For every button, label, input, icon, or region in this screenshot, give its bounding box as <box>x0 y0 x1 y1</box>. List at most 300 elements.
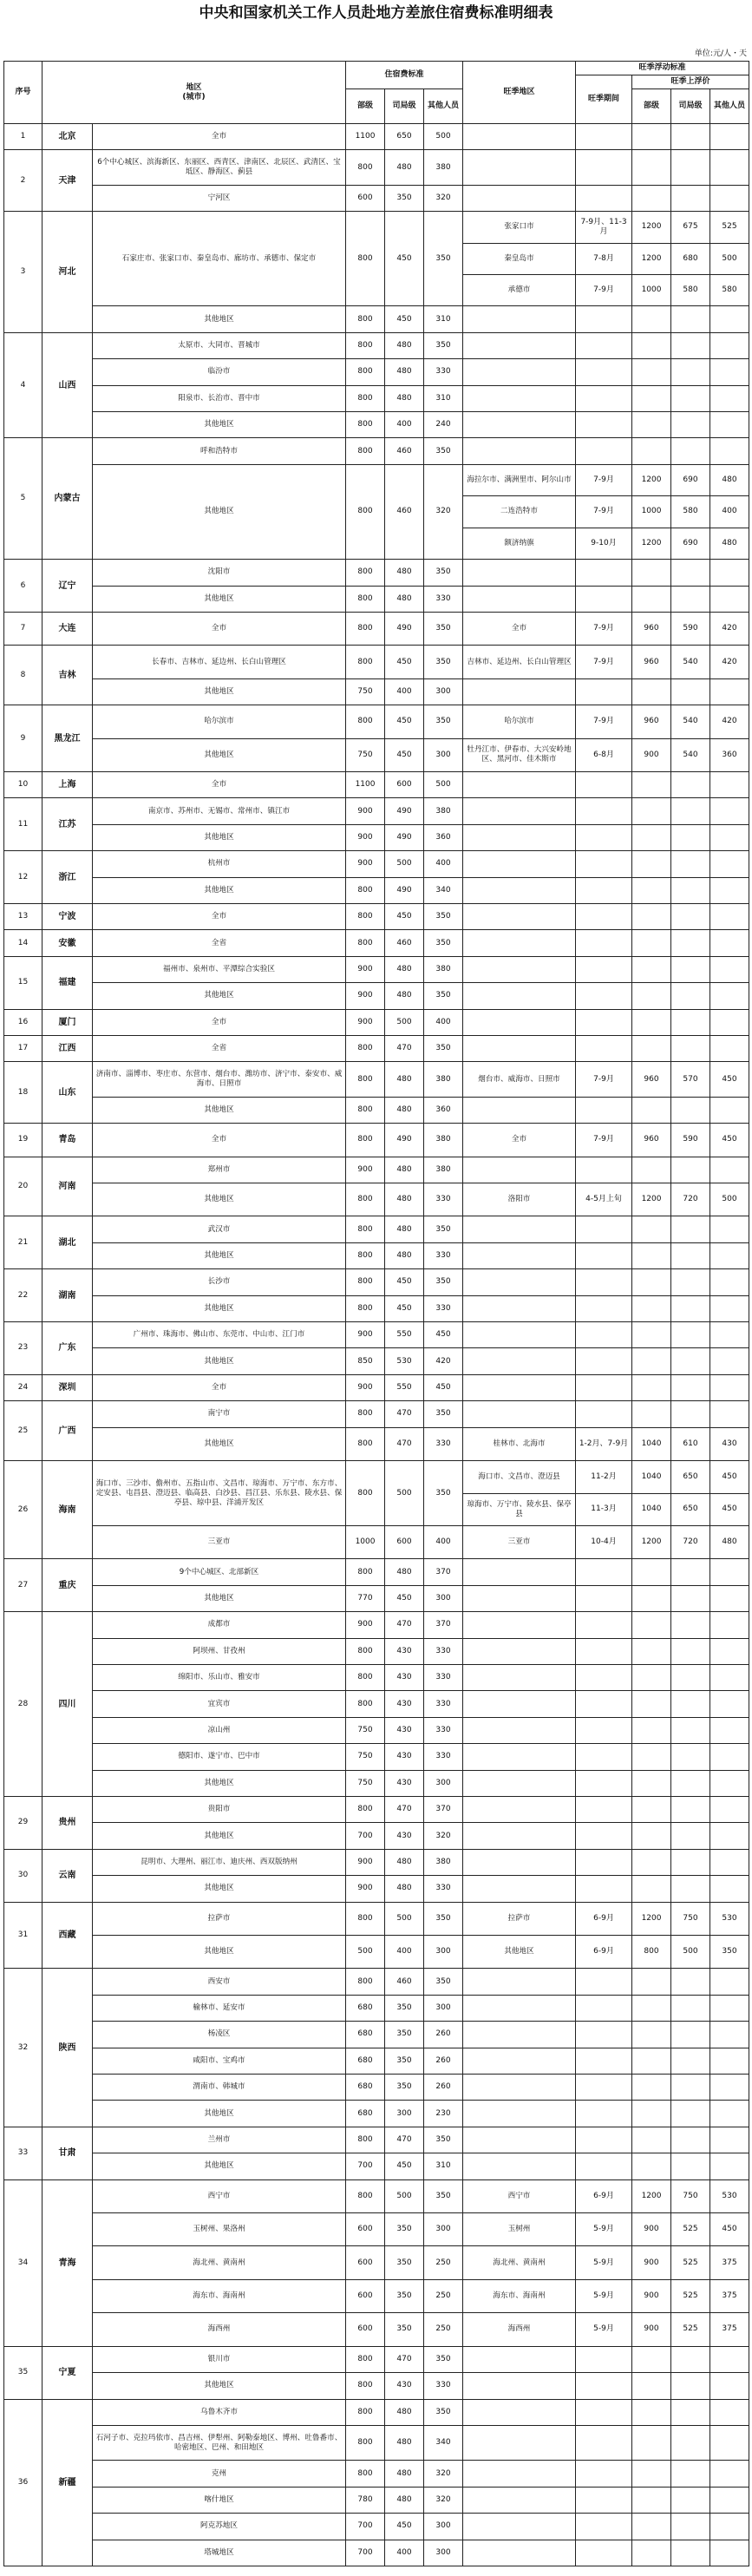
empty-cell <box>463 1374 576 1400</box>
empty-cell <box>463 1009 576 1035</box>
rate-o-cell: 350 <box>424 1036 463 1062</box>
rate-o-cell: 350 <box>424 2399 463 2425</box>
table-row <box>4 1216 749 1242</box>
rate-m-cell: 800 <box>346 150 385 185</box>
empty-cell <box>463 2373 576 2399</box>
empty-cell <box>671 2048 710 2074</box>
empty-cell <box>671 824 710 850</box>
rate-o-cell: 330 <box>424 359 463 385</box>
rate-b-cell: 600 <box>385 1525 424 1558</box>
empty-cell <box>632 1374 671 1400</box>
empty-cell <box>632 1744 671 1770</box>
seq-cell: 15 <box>4 956 43 1009</box>
city-cell: 全市 <box>93 1124 346 1157</box>
table-row <box>4 1242 749 1268</box>
peak-b-cell: 500 <box>671 1936 710 1969</box>
rate-b-cell: 490 <box>385 798 424 824</box>
table-row <box>4 646 749 678</box>
city-cell: 全省 <box>93 930 346 956</box>
empty-cell <box>710 1097 749 1123</box>
rate-o-cell: 350 <box>424 983 463 1009</box>
rate-b-cell: 480 <box>385 1183 424 1216</box>
empty-cell <box>463 1770 576 1796</box>
empty-cell <box>632 1849 671 1875</box>
header-peak-group: 旺季浮动标准 <box>576 62 749 75</box>
rate-m-cell: 800 <box>346 438 385 464</box>
rate-m-cell: 800 <box>346 1691 385 1717</box>
empty-cell <box>632 1664 671 1690</box>
city-cell: 6个中心城区、滨海新区、东丽区、西青区、津南区、北辰区、武清区、宝坻区、静海区、蓟县 <box>93 150 346 185</box>
peak-m-cell: 1200 <box>632 1183 671 1216</box>
table-row <box>4 1374 749 1400</box>
peak-b-cell: 690 <box>671 528 710 559</box>
peak-m-cell: 1040 <box>632 1493 671 1525</box>
city-cell: 济南市、淄博市、枣庄市、东营市、烟台市、潍坊市、济宁市、泰安市、威海市、日照市 <box>93 1062 346 1097</box>
seq-cell: 28 <box>4 1612 43 1797</box>
empty-cell <box>710 2461 749 2487</box>
empty-cell <box>710 1348 749 1374</box>
table-row <box>4 412 749 438</box>
peak-m-cell: 1200 <box>632 2179 671 2212</box>
empty-cell <box>632 2153 671 2179</box>
empty-cell <box>576 1269 632 1295</box>
peak-m-cell: 1200 <box>632 243 671 274</box>
peak-m-cell: 900 <box>632 2246 671 2279</box>
empty-cell <box>671 2346 710 2372</box>
rate-o-cell: 300 <box>424 1995 463 2021</box>
empty-cell <box>710 1009 749 1035</box>
empty-cell <box>671 359 710 385</box>
rate-b-cell: 300 <box>385 2101 424 2127</box>
city-cell: 哈尔滨市 <box>93 705 346 738</box>
rate-b-cell: 480 <box>385 1216 424 1242</box>
rate-m-cell: 800 <box>346 903 385 929</box>
empty-cell <box>463 1823 576 1849</box>
empty-cell <box>576 1242 632 1268</box>
empty-cell <box>671 1664 710 1690</box>
city-cell: 其他地区 <box>93 877 346 903</box>
rate-b-cell: 430 <box>385 1744 424 1770</box>
empty-cell <box>463 1036 576 1062</box>
peak-area-cell: 拉萨市 <box>463 1902 576 1935</box>
empty-cell <box>710 2399 749 2425</box>
empty-cell <box>576 412 632 438</box>
rate-b-cell: 650 <box>385 124 424 150</box>
table-row <box>4 1157 749 1183</box>
province-cell: 福建 <box>43 956 93 1009</box>
city-cell: 其他地区 <box>93 1183 346 1216</box>
empty-cell <box>463 1638 576 1664</box>
peak-b-cell: 580 <box>671 275 710 306</box>
peak-b-cell: 525 <box>671 2213 710 2246</box>
rate-b-cell: 480 <box>385 560 424 586</box>
peak-m-cell: 960 <box>632 1124 671 1157</box>
province-cell: 厦门 <box>43 1009 93 1035</box>
empty-cell <box>463 1097 576 1123</box>
empty-cell <box>576 2346 632 2372</box>
empty-cell <box>632 1322 671 1348</box>
peak-b-cell: 540 <box>671 646 710 678</box>
table-row <box>4 2179 749 2212</box>
rate-o-cell: 300 <box>424 1770 463 1796</box>
empty-cell <box>576 1717 632 1743</box>
rate-m-cell: 600 <box>346 185 385 211</box>
rate-m-cell: 800 <box>346 1269 385 1295</box>
empty-cell <box>671 560 710 586</box>
seq-cell: 22 <box>4 1269 43 1322</box>
empty-cell <box>671 2022 710 2048</box>
empty-cell <box>710 124 749 150</box>
empty-cell <box>632 771 671 797</box>
empty-cell <box>671 1585 710 1611</box>
empty-cell <box>632 1717 671 1743</box>
rate-b-cell: 600 <box>385 771 424 797</box>
rate-m-cell: 680 <box>346 2075 385 2101</box>
empty-cell <box>632 1157 671 1183</box>
peak-m-cell: 1000 <box>632 275 671 306</box>
empty-cell <box>632 1691 671 1717</box>
peak-period-cell: 7-9月 <box>576 496 632 528</box>
city-cell: 乌鲁木齐市 <box>93 2399 346 2425</box>
empty-cell <box>576 903 632 929</box>
empty-cell <box>463 1157 576 1183</box>
rate-m-cell: 900 <box>346 956 385 982</box>
table-row <box>4 2075 749 2101</box>
rate-o-cell: 310 <box>424 385 463 411</box>
empty-cell <box>671 2399 710 2425</box>
rate-o-cell: 250 <box>424 2313 463 2346</box>
city-cell: 贵阳市 <box>93 1796 346 1822</box>
table-row <box>4 1612 749 1638</box>
rate-b-cell: 470 <box>385 1427 424 1460</box>
seq-cell: 34 <box>4 2179 43 2346</box>
empty-cell <box>671 1036 710 1062</box>
rate-o-cell: 420 <box>424 1348 463 1374</box>
empty-cell <box>463 1796 576 1822</box>
rate-o-cell: 260 <box>424 2075 463 2101</box>
rate-b-cell: 480 <box>385 586 424 612</box>
empty-cell <box>632 851 671 877</box>
city-cell: 兰州市 <box>93 2127 346 2153</box>
rate-o-cell: 320 <box>424 2461 463 2487</box>
empty-cell <box>710 332 749 358</box>
city-cell: 其他地区 <box>93 1295 346 1321</box>
peak-period-cell: 6-9月 <box>576 1902 632 1935</box>
rate-m-cell: 800 <box>346 2425 385 2460</box>
empty-cell <box>463 1269 576 1295</box>
city-cell: 沈阳市 <box>93 560 346 586</box>
peak-o-cell: 450 <box>710 1062 749 1097</box>
peak-m-cell: 1200 <box>632 212 671 243</box>
rate-b-cell: 430 <box>385 1691 424 1717</box>
empty-cell <box>463 2487 576 2513</box>
rate-o-cell: 350 <box>424 705 463 738</box>
table-row <box>4 1995 749 2021</box>
rate-b-cell: 550 <box>385 1322 424 1348</box>
city-cell: 喀什地区 <box>93 2487 346 2513</box>
empty-cell <box>710 1744 749 1770</box>
empty-cell <box>576 1691 632 1717</box>
table-row <box>4 1744 749 1770</box>
empty-cell <box>632 124 671 150</box>
rate-b-cell: 470 <box>385 1612 424 1638</box>
rate-o-cell: 350 <box>424 212 463 306</box>
empty-cell <box>671 385 710 411</box>
seq-cell: 18 <box>4 1062 43 1124</box>
rate-b-cell: 470 <box>385 2127 424 2153</box>
rate-o-cell: 300 <box>424 1585 463 1611</box>
city-cell: 其他地区 <box>93 1348 346 1374</box>
seq-cell: 36 <box>4 2399 43 2566</box>
seq-cell: 9 <box>4 705 43 772</box>
peak-period-cell: 7-9月 <box>576 464 632 495</box>
table-row <box>4 1525 749 1558</box>
rate-o-cell: 330 <box>424 1691 463 1717</box>
province-cell: 海南 <box>43 1461 93 1559</box>
empty-cell <box>671 678 710 705</box>
rate-b-cell: 490 <box>385 1124 424 1157</box>
empty-cell <box>576 2127 632 2153</box>
empty-cell <box>710 877 749 903</box>
empty-cell <box>632 1638 671 1664</box>
rate-o-cell: 400 <box>424 851 463 877</box>
rate-b-cell: 490 <box>385 612 424 645</box>
empty-cell <box>576 1849 632 1875</box>
empty-cell <box>632 1216 671 1242</box>
city-cell: 全市 <box>93 1374 346 1400</box>
empty-cell <box>463 1612 576 1638</box>
rate-o-cell: 500 <box>424 771 463 797</box>
empty-cell <box>671 1612 710 1638</box>
rate-m-cell: 800 <box>346 1559 385 1585</box>
table-row <box>4 1062 749 1097</box>
empty-cell <box>710 1876 749 1902</box>
rate-m-cell: 800 <box>346 1062 385 1097</box>
peak-o-cell: 480 <box>710 1525 749 1558</box>
rate-m-cell: 700 <box>346 1823 385 1849</box>
seq-cell: 10 <box>4 771 43 797</box>
empty-cell <box>671 1009 710 1035</box>
city-cell: 其他地区 <box>93 2153 346 2179</box>
rate-m-cell: 800 <box>346 359 385 385</box>
peak-m-cell: 900 <box>632 2279 671 2312</box>
empty-cell <box>710 851 749 877</box>
rate-b-cell: 350 <box>385 2048 424 2074</box>
empty-cell <box>710 1969 749 1995</box>
empty-cell <box>632 438 671 464</box>
peak-o-cell: 350 <box>710 1936 749 1969</box>
table-row <box>4 2487 749 2513</box>
empty-cell <box>576 359 632 385</box>
empty-cell <box>576 1559 632 1585</box>
province-cell: 天津 <box>43 150 93 212</box>
empty-cell <box>710 1374 749 1400</box>
province-cell: 青海 <box>43 2179 93 2346</box>
rate-m-cell: 800 <box>346 1796 385 1822</box>
empty-cell <box>463 412 576 438</box>
peak-area-cell: 哈尔滨市 <box>463 705 576 738</box>
rate-m-cell: 800 <box>346 332 385 358</box>
rate-b-cell: 500 <box>385 2179 424 2212</box>
peak-o-cell: 530 <box>710 1902 749 1935</box>
city-cell: 其他地区 <box>93 738 346 771</box>
empty-cell <box>632 930 671 956</box>
table-row <box>4 1322 749 1348</box>
city-cell: 9个中心城区、北部新区 <box>93 1559 346 1585</box>
empty-cell <box>576 2399 632 2425</box>
empty-cell <box>671 1638 710 1664</box>
rate-b-cell: 480 <box>385 1157 424 1183</box>
peak-o-cell: 480 <box>710 528 749 559</box>
peak-o-cell: 450 <box>710 2213 749 2246</box>
empty-cell <box>576 678 632 705</box>
empty-cell <box>710 771 749 797</box>
empty-cell <box>463 1717 576 1743</box>
empty-cell <box>463 1295 576 1321</box>
empty-cell <box>632 1585 671 1611</box>
rate-m-cell: 900 <box>346 1322 385 1348</box>
city-cell: 其他地区 <box>93 1770 346 1796</box>
empty-cell <box>576 2075 632 2101</box>
peak-m-cell: 960 <box>632 612 671 645</box>
empty-cell <box>576 1876 632 1902</box>
empty-cell <box>671 1559 710 1585</box>
peak-m-cell: 1200 <box>632 464 671 495</box>
rate-o-cell: 300 <box>424 1936 463 1969</box>
peak-o-cell: 530 <box>710 2179 749 2212</box>
rate-b-cell: 400 <box>385 1936 424 1969</box>
rate-o-cell: 380 <box>424 1849 463 1875</box>
table-row <box>4 798 749 824</box>
empty-cell <box>671 1691 710 1717</box>
city-cell: 其他地区 <box>93 1823 346 1849</box>
seq-cell: 1 <box>4 124 43 150</box>
empty-cell <box>710 1638 749 1664</box>
city-cell: 阿坝州、甘孜州 <box>93 1638 346 1664</box>
empty-cell <box>671 1295 710 1321</box>
province-cell: 甘肃 <box>43 2127 93 2179</box>
rate-m-cell: 750 <box>346 1717 385 1743</box>
city-cell: 其他地区 <box>93 412 346 438</box>
peak-area-cell: 玉树州 <box>463 2213 576 2246</box>
rate-b-cell: 430 <box>385 1823 424 1849</box>
rate-o-cell: 300 <box>424 2514 463 2540</box>
empty-cell <box>671 771 710 797</box>
peak-o-cell: 400 <box>710 496 749 528</box>
table-row <box>4 2346 749 2372</box>
empty-cell <box>463 2101 576 2127</box>
empty-cell <box>576 2153 632 2179</box>
header-region: 地区 (城市) <box>43 62 346 124</box>
empty-cell <box>463 150 576 185</box>
rate-o-cell: 370 <box>424 1559 463 1585</box>
table-row <box>4 2373 749 2399</box>
empty-cell <box>463 851 576 877</box>
table-row <box>4 385 749 411</box>
rate-b-cell: 450 <box>385 306 424 332</box>
empty-cell <box>576 983 632 1009</box>
empty-cell <box>463 1242 576 1268</box>
rate-o-cell: 250 <box>424 2279 463 2312</box>
table-row <box>4 1969 749 1995</box>
table-row <box>4 2048 749 2074</box>
empty-cell <box>632 586 671 612</box>
rate-m-cell: 800 <box>346 1216 385 1242</box>
empty-cell <box>632 1559 671 1585</box>
city-cell: 其他地区 <box>93 1097 346 1123</box>
peak-period-cell: 7-9月 <box>576 275 632 306</box>
city-cell: 绵阳市、乐山市、雅安市 <box>93 1664 346 1690</box>
empty-cell <box>576 1796 632 1822</box>
empty-cell <box>576 1770 632 1796</box>
empty-cell <box>463 678 576 705</box>
rate-b-cell: 450 <box>385 1585 424 1611</box>
empty-cell <box>632 2101 671 2127</box>
peak-period-cell: 5-9月 <box>576 2246 632 2279</box>
empty-cell <box>632 385 671 411</box>
peak-area-cell: 琼海市、万宁市、陵水县、保亭县 <box>463 1493 576 1525</box>
rate-o-cell: 360 <box>424 1097 463 1123</box>
empty-cell <box>632 332 671 358</box>
rate-m-cell: 800 <box>346 2179 385 2212</box>
empty-cell <box>710 2373 749 2399</box>
empty-cell <box>632 2373 671 2399</box>
empty-cell <box>576 332 632 358</box>
table-row <box>4 1295 749 1321</box>
rate-b-cell: 450 <box>385 705 424 738</box>
city-cell: 武汉市 <box>93 1216 346 1242</box>
peak-area-cell: 海西州 <box>463 2313 576 2346</box>
empty-cell <box>632 2022 671 2048</box>
province-cell: 重庆 <box>43 1559 93 1612</box>
city-cell: 其他地区 <box>93 2373 346 2399</box>
empty-cell <box>463 2461 576 2487</box>
province-cell: 大连 <box>43 612 93 645</box>
peak-period-cell: 7-9月 <box>576 705 632 738</box>
peak-o-cell: 375 <box>710 2313 749 2346</box>
rate-m-cell: 800 <box>346 705 385 738</box>
rate-o-cell: 350 <box>424 1216 463 1242</box>
empty-cell <box>576 824 632 850</box>
rate-m-cell: 800 <box>346 2373 385 2399</box>
empty-cell <box>632 2461 671 2487</box>
rate-o-cell: 330 <box>424 1638 463 1664</box>
empty-cell <box>671 851 710 877</box>
table-row <box>4 2101 749 2127</box>
rate-o-cell: 350 <box>424 612 463 645</box>
province-cell: 深圳 <box>43 1374 93 1400</box>
empty-cell <box>671 1770 710 1796</box>
table-row <box>4 150 749 185</box>
rate-m-cell: 770 <box>346 1585 385 1611</box>
rate-o-cell: 330 <box>424 1242 463 1268</box>
empty-cell <box>710 1322 749 1348</box>
seq-cell: 31 <box>4 1902 43 1969</box>
rate-o-cell: 320 <box>424 2487 463 2513</box>
empty-cell <box>710 2075 749 2101</box>
rate-o-cell: 330 <box>424 1427 463 1460</box>
rate-o-cell: 330 <box>424 2373 463 2399</box>
rate-m-cell: 680 <box>346 2048 385 2074</box>
peak-o-cell: 500 <box>710 1183 749 1216</box>
empty-cell <box>576 771 632 797</box>
rate-b-cell: 450 <box>385 2514 424 2540</box>
rate-b-cell: 350 <box>385 1995 424 2021</box>
empty-cell <box>632 824 671 850</box>
empty-cell <box>463 2346 576 2372</box>
peak-period-cell: 6-9月 <box>576 1936 632 1969</box>
peak-area-cell: 海拉尔市、满洲里市、阿尔山市 <box>463 464 576 495</box>
